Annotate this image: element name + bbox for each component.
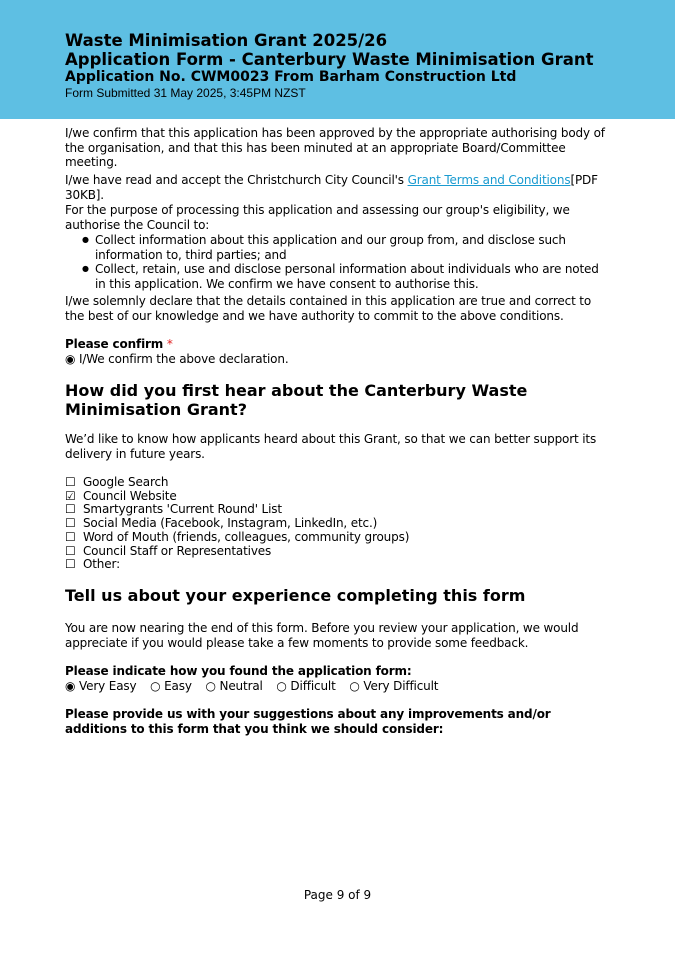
- rating-very-easy[interactable]: ◉ Very Easy: [65, 678, 137, 693]
- required-mark: *: [166, 337, 173, 351]
- grant-terms-link[interactable]: Grant Terms and Conditions: [407, 173, 571, 187]
- hear-heading: How did you first hear about the Canterbury Waste Minimisation Grant?: [65, 381, 528, 419]
- rating-field: [65, 664, 605, 693]
- hear-options: [65, 476, 605, 572]
- form-header: [0, 0, 675, 119]
- approval-paragraph: I/we confirm that this application has been approved by the appropriate authorising body of the organisation, and that this has been minuted at an appropriate Board/Committee meeting.: [65, 126, 605, 169]
- experience-heading: Tell us about your experience completing this form: [65, 586, 526, 605]
- experience-intro: You are now nearing the end of this form. Before you review your application, we would appreciate if you would please take a few moments to provide some feedback.: [65, 621, 579, 650]
- hear-intro: We’d like to know how applicants heard about this Grant, so that we can better support its delivery in future years.: [65, 432, 597, 461]
- rating-difficult[interactable]: ○ Difficult: [276, 678, 336, 693]
- rating-easy[interactable]: ○ Easy: [150, 678, 192, 693]
- terms-paragraph: I/we have read and accept the Christchurch City Council's Grant Terms and Conditions[PDF 30KB].: [65, 173, 598, 202]
- confirm-label: Please confirm: [65, 337, 164, 351]
- checkbox-option[interactable]: ☐ Smartygrants 'Current Round' List: [65, 502, 282, 517]
- grant-title: Waste Minimisation Grant 2025/26: [65, 31, 388, 50]
- page-number: Page 9 of 9: [303, 888, 372, 902]
- suggestions-label: Please provide us with your suggestions about any improvements and/or additions to this form that you think we should consider:: [65, 707, 551, 736]
- rating-very-difficult[interactable]: ○ Very Difficult: [349, 678, 439, 693]
- declaration-paragraph: I/we solemnly declare that the details contained in this application are true and correct to the best of our knowledge and we have authority to commit to the above conditions.: [65, 294, 592, 323]
- submitted-timestamp: Form Submitted 31 May 2025, 3:45PM NZST: [65, 86, 306, 100]
- list-item: ● Collect, retain, use and disclose personal information about individuals who are noted in this application. We confirm we have consent to authorise this.: [78, 262, 608, 291]
- checkbox-option[interactable]: ☐ Other:: [65, 557, 120, 572]
- authorise-paragraph: For the purpose of processing this application and assessing our group's eligibility, we authorise the Council to:: [65, 203, 570, 232]
- checkbox-option[interactable]: ☐ Council Staff or Representatives: [65, 543, 272, 558]
- checkbox-option[interactable]: ☐ Word of Mouth (friends, colleagues, community groups): [65, 529, 410, 544]
- checkbox-option[interactable]: ☐ Google Search: [65, 475, 169, 489]
- confirm-radio[interactable]: ◉ I/We confirm the above declaration.: [65, 351, 289, 366]
- list-item: ● Collect information about this application and our group from, and disclose such information to, third parties; and: [78, 233, 608, 262]
- application-number: Application No. CWM0023 From Barham Construction Ltd: [65, 69, 517, 85]
- rating-label: Please indicate how you found the application form:: [65, 664, 412, 678]
- checkbox-option[interactable]: ☐ Social Media (Facebook, Instagram, LinkedIn, etc.): [65, 516, 378, 531]
- confirm-field: [65, 337, 605, 366]
- authorise-list: [78, 233, 608, 291]
- checkbox-option[interactable]: ☑ Council Website: [65, 488, 177, 503]
- form-name: Application Form - Canterbury Waste Minimisation Grant: [65, 50, 594, 69]
- rating-neutral[interactable]: ○ Neutral: [205, 678, 263, 693]
